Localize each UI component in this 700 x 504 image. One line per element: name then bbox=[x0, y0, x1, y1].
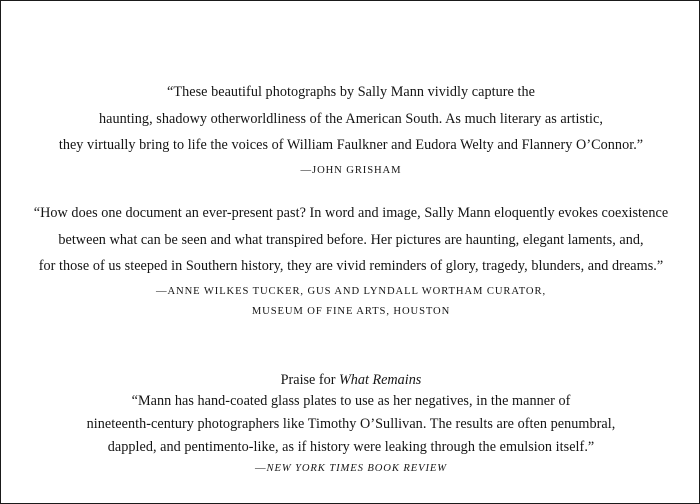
attribution-line: MUSEUM OF FINE ARTS, HOUSTON bbox=[251, 305, 451, 317]
praise-heading bbox=[1, 370, 700, 390]
quote-line: between what can be seen and what transpired before. Her pictures are haunting, elegant laments, and, bbox=[58, 231, 644, 248]
quote-line: “These beautiful photographs by Sally Mann vividly capture the bbox=[167, 84, 535, 100]
attribution-source: NEW YORK TIMES BOOK REVIEW bbox=[266, 463, 448, 474]
quote-grisham bbox=[1, 79, 700, 181]
attribution-line: ANNE WILKES TUCKER, GUS AND LYNDALL WORTHAM CURATOR, bbox=[167, 285, 546, 297]
quote-tucker bbox=[1, 200, 700, 322]
quote-line: dappled, and pentimento-like, as if history were leaking through the emulsion itself.” bbox=[107, 439, 595, 455]
em-dash: — bbox=[300, 164, 313, 176]
em-dash: — bbox=[155, 285, 168, 297]
quote-line: “Mann has hand-coated glass plates to use as her negatives, in the manner of bbox=[131, 393, 571, 409]
quote-line: haunting, shadowy otherworldliness of the American South. As much literary as artistic, bbox=[99, 110, 603, 127]
praise-heading-prefix: Praise for bbox=[280, 372, 339, 388]
attribution-tucker-line2 bbox=[1, 302, 700, 322]
attribution-tucker bbox=[1, 282, 700, 302]
quote-line: for those of us steeped in Southern history, they are vivid reminders of glory, tragedy, blunders, and dreams.” bbox=[38, 258, 664, 274]
praise-section bbox=[1, 370, 700, 479]
em-dash: — bbox=[254, 463, 267, 474]
attribution-name: JOHN GRISHAM bbox=[312, 164, 402, 176]
attribution-grisham bbox=[1, 161, 700, 181]
quote-line: nineteenth-century photographers like Timothy O’Sullivan. The results are often penumbral, bbox=[86, 416, 616, 432]
praise-heading-title: What Remains bbox=[338, 372, 422, 388]
quote-line: “How does one document an ever-present past? In word and image, Sally Mann eloquently evokes coexistence bbox=[33, 205, 669, 221]
attribution-nytbr bbox=[1, 459, 700, 479]
quote-line: they virtually bring to life the voices of William Faulkner and Eudora Welty and Flannery O’Connor.” bbox=[58, 137, 644, 153]
